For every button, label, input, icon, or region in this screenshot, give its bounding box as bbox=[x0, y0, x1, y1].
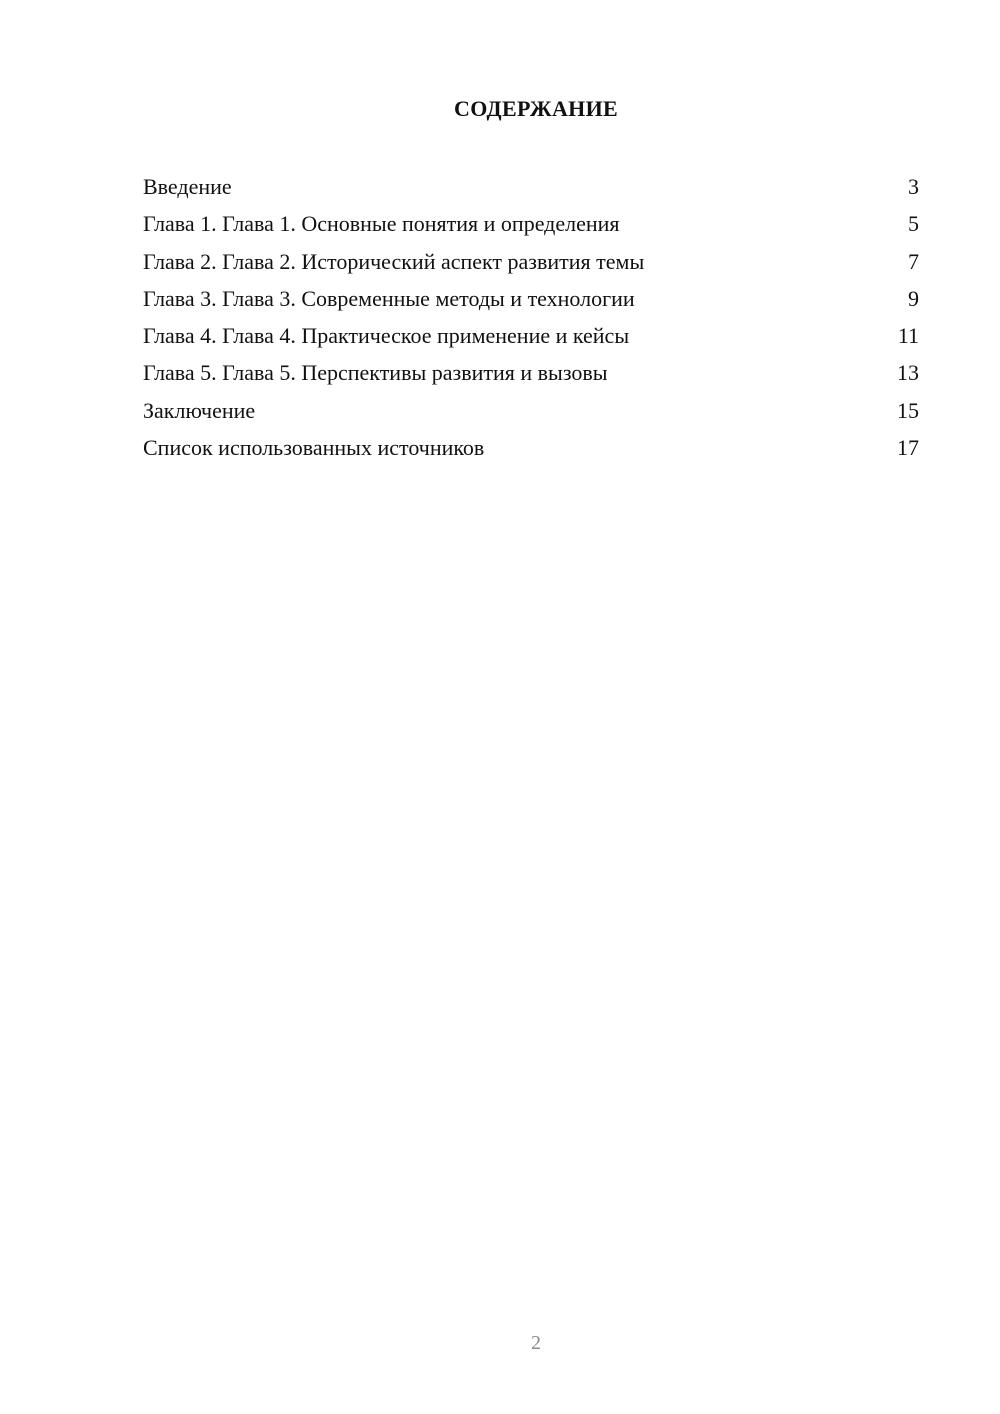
toc-entry-label: Список использованных источников bbox=[143, 435, 485, 461]
toc-entry-chapter-4 bbox=[143, 317, 919, 354]
toc-entry-page: 7 bbox=[908, 248, 919, 274]
toc-entry-chapter-2 bbox=[143, 243, 919, 280]
toc-entry-label: Глава 5. Глава 5. Перспективы развития и вызовы bbox=[143, 360, 608, 386]
toc-entry-label: Глава 1. Глава 1. Основные понятия и определения bbox=[143, 211, 620, 237]
table-of-contents bbox=[143, 168, 919, 466]
toc-entry-page: 3 bbox=[908, 174, 919, 199]
toc-entry-page: 5 bbox=[908, 211, 919, 237]
toc-title: СОДЕРЖАНИЕ bbox=[454, 96, 618, 121]
toc-entry-label: Глава 2. Глава 2. Исторический аспект развития темы bbox=[143, 248, 645, 274]
toc-entry-chapter-5 bbox=[143, 354, 919, 391]
toc-entry-label: Введение bbox=[143, 174, 232, 199]
toc-entry-introduction bbox=[143, 168, 919, 205]
page-number: 2 bbox=[531, 1332, 541, 1354]
toc-entry-page: 17 bbox=[897, 435, 919, 461]
toc-entry-references bbox=[143, 429, 919, 466]
toc-entry-page: 15 bbox=[897, 397, 919, 423]
toc-entry-chapter-1 bbox=[143, 205, 919, 242]
toc-entry-page: 13 bbox=[897, 360, 919, 386]
toc-entry-page: 11 bbox=[897, 323, 919, 349]
toc-entry-label: Глава 3. Глава 3. Современные методы и технологии bbox=[143, 285, 635, 311]
toc-entry-page: 9 bbox=[908, 285, 919, 311]
toc-entry-label: Глава 4. Глава 4. Практическое применение и кейсы bbox=[143, 323, 630, 349]
toc-entry-conclusion bbox=[143, 392, 919, 429]
toc-entry-chapter-3 bbox=[143, 280, 919, 317]
toc-entry-label: Заключение bbox=[143, 397, 256, 423]
